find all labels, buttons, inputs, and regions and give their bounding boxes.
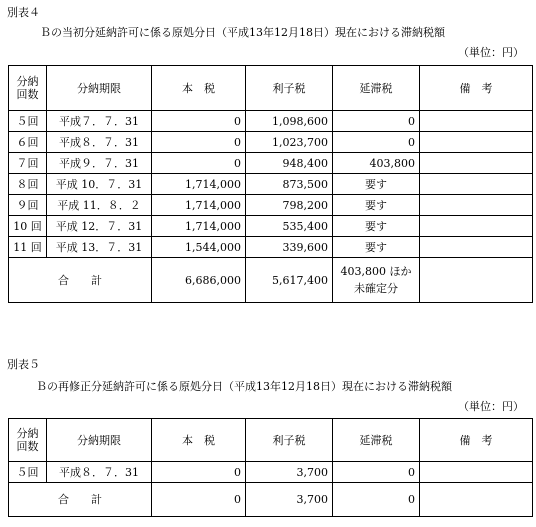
table-row bbox=[9, 195, 533, 216]
row-principal: 1,544,000 bbox=[152, 237, 246, 258]
row-period: 平成８．７．31 bbox=[47, 132, 152, 153]
row-remarks bbox=[420, 216, 533, 237]
row-remarks bbox=[420, 174, 533, 195]
row-delinquency: 要す bbox=[333, 174, 420, 195]
row-remarks bbox=[420, 195, 533, 216]
table4 bbox=[8, 65, 533, 303]
total-principal: 6,686,000 bbox=[152, 258, 246, 303]
row-no: ６回 bbox=[9, 132, 47, 153]
table-row bbox=[9, 462, 533, 483]
header-interest: 利子税 bbox=[246, 419, 333, 462]
row-interest: 535,400 bbox=[246, 216, 333, 237]
header-period: 分納期限 bbox=[47, 66, 152, 111]
header-no-line1: 分納 bbox=[16, 75, 39, 88]
header-no bbox=[9, 419, 47, 462]
total-delinquency-line2: 未確定分 bbox=[354, 282, 398, 295]
total-label: 合 計 bbox=[9, 483, 152, 517]
table5-label: 別表５ bbox=[7, 358, 40, 371]
total-delinquency-line1: 403,800 ほか bbox=[340, 265, 412, 278]
table-row bbox=[9, 216, 533, 237]
row-interest: 948,400 bbox=[246, 153, 333, 174]
table4-total-row bbox=[9, 258, 533, 303]
row-no: ９回 bbox=[9, 195, 47, 216]
total-interest: 5,617,400 bbox=[246, 258, 333, 303]
table-row bbox=[9, 153, 533, 174]
row-no: 10 回 bbox=[9, 216, 47, 237]
row-delinquency: 0 bbox=[333, 462, 420, 483]
header-remarks: 備 考 bbox=[420, 419, 533, 462]
row-interest: 873,500 bbox=[246, 174, 333, 195]
row-interest: 798,200 bbox=[246, 195, 333, 216]
row-principal: 0 bbox=[152, 462, 246, 483]
header-no-line2: 回数 bbox=[16, 88, 39, 101]
row-no: ５回 bbox=[9, 462, 47, 483]
row-interest: 3,700 bbox=[246, 462, 333, 483]
header-delinquency: 延滞税 bbox=[333, 66, 420, 111]
total-delinquency bbox=[333, 258, 420, 303]
row-principal: 1,714,000 bbox=[152, 195, 246, 216]
table-row bbox=[9, 132, 533, 153]
total-remarks bbox=[420, 258, 533, 303]
row-interest: 339,600 bbox=[246, 237, 333, 258]
row-delinquency: 要す bbox=[333, 237, 420, 258]
row-principal: 0 bbox=[152, 132, 246, 153]
row-period: 平成 11．８．２ bbox=[47, 195, 152, 216]
header-principal: 本 税 bbox=[152, 419, 246, 462]
row-remarks bbox=[420, 462, 533, 483]
table5-unit: （単位：円） bbox=[458, 400, 524, 413]
table-row bbox=[9, 237, 533, 258]
row-principal: 0 bbox=[152, 111, 246, 132]
row-remarks bbox=[420, 111, 533, 132]
row-delinquency: 0 bbox=[333, 132, 420, 153]
row-remarks bbox=[420, 153, 533, 174]
header-principal: 本 税 bbox=[152, 66, 246, 111]
table4-unit: （単位：円） bbox=[458, 46, 524, 59]
header-delinquency: 延滞税 bbox=[333, 419, 420, 462]
total-principal: 0 bbox=[152, 483, 246, 517]
header-interest: 利子税 bbox=[246, 66, 333, 111]
header-no-line2: 回数 bbox=[16, 440, 39, 453]
header-no-line1: 分納 bbox=[16, 427, 39, 440]
row-delinquency: 403,800 bbox=[333, 153, 420, 174]
row-period: 平成８．７．31 bbox=[47, 462, 152, 483]
table-row bbox=[9, 111, 533, 132]
table4-header-row bbox=[9, 66, 533, 111]
header-period: 分納期限 bbox=[47, 419, 152, 462]
row-delinquency: 要す bbox=[333, 216, 420, 237]
header-remarks: 備 考 bbox=[420, 66, 533, 111]
row-no: ５回 bbox=[9, 111, 47, 132]
row-principal: 0 bbox=[152, 153, 246, 174]
table5-title: Ｂの再修正分延納許可に係る原処分日（平成13年12月18日）現在における滞納税額 bbox=[36, 380, 452, 393]
total-label: 合 計 bbox=[9, 258, 152, 303]
row-delinquency: 0 bbox=[333, 111, 420, 132]
row-period: 平成 12．７．31 bbox=[47, 216, 152, 237]
row-no: ８回 bbox=[9, 174, 47, 195]
total-interest: 3,700 bbox=[246, 483, 333, 517]
total-delinquency: 0 bbox=[333, 483, 420, 517]
row-period: 平成 13．７．31 bbox=[47, 237, 152, 258]
table-row bbox=[9, 174, 533, 195]
row-principal: 1,714,000 bbox=[152, 216, 246, 237]
row-delinquency: 要す bbox=[333, 195, 420, 216]
header-no bbox=[9, 66, 47, 111]
row-remarks bbox=[420, 237, 533, 258]
table4-title: Ｂの当初分延納許可に係る原処分日（平成13年12月18日）現在における滞納税額 bbox=[40, 26, 445, 39]
table5 bbox=[8, 418, 533, 517]
table4-label: 別表４ bbox=[7, 6, 40, 19]
row-interest: 1,098,600 bbox=[246, 111, 333, 132]
row-interest: 1,023,700 bbox=[246, 132, 333, 153]
total-remarks bbox=[420, 483, 533, 517]
row-period: 平成 10．７．31 bbox=[47, 174, 152, 195]
row-no: ７回 bbox=[9, 153, 47, 174]
row-period: 平成９．７．31 bbox=[47, 153, 152, 174]
row-principal: 1,714,000 bbox=[152, 174, 246, 195]
table5-header-row bbox=[9, 419, 533, 462]
row-no: 11 回 bbox=[9, 237, 47, 258]
row-period: 平成７．７．31 bbox=[47, 111, 152, 132]
table5-total-row bbox=[9, 483, 533, 517]
row-remarks bbox=[420, 132, 533, 153]
